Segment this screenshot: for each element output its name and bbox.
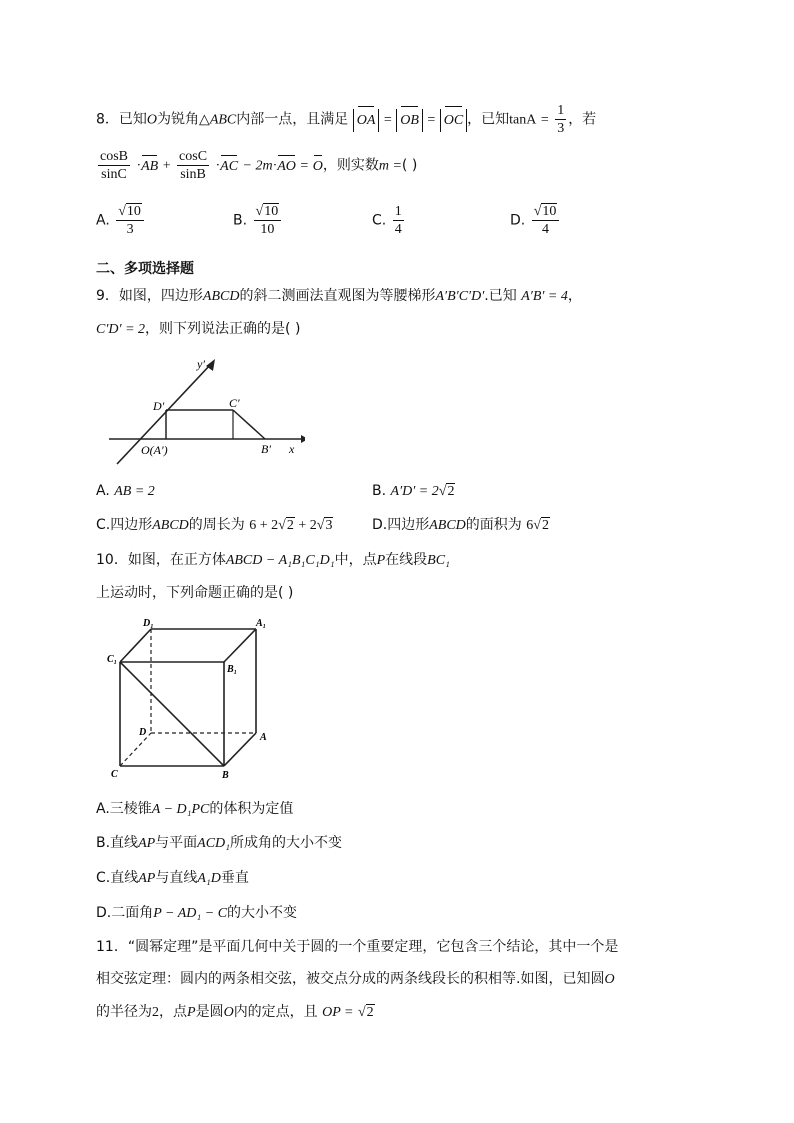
label-c: C′: [229, 396, 240, 410]
q9-option-d[interactable]: D.四边形ABCD的面积为 6√2: [372, 517, 549, 533]
edge-ba: [224, 733, 256, 766]
label-d1: D₁: [143, 618, 154, 629]
fraction-cosC-sinB: $\frac{\cos C}{\sin B}$: [179, 149, 208, 182]
q10-option-b[interactable]: B.直线AP与平面ACD₁所成角的大小不变: [96, 835, 343, 851]
q10-option-d[interactable]: D.二面角P − AD₁ − C的大小不变: [96, 905, 298, 921]
q8-option-b[interactable]: B. $\frac{√10}{10}$: [233, 203, 283, 238]
abs-ob: OB: [396, 109, 423, 132]
q9-option-c[interactable]: C.四边形ABCD的周长为 6 + 2√2 + 2√3: [96, 517, 333, 533]
fraction-option-a: $\frac{√10}{3}$: [116, 203, 144, 238]
fraction-option-d: $\frac{√10}{4}$: [532, 203, 560, 238]
fraction-option-c: $\frac{1}{4}$: [394, 204, 402, 237]
trapezoid-right-slant: [233, 410, 265, 439]
q8-line1: 8．已知O为锐角△ABC内部一点，且满足 OA = OB = OC ，已知tanA = $\frac{1}{3}$ ，若: [96, 103, 597, 136]
label-o: O(A′): [141, 443, 168, 457]
q10-cube-figure: [104, 615, 284, 785]
q10-option-c[interactable]: C.直线AP与直线A₁D垂直: [96, 870, 249, 886]
q9-option-b[interactable]: B. A′D′ = 2√2: [372, 483, 455, 499]
label-a: A: [260, 732, 267, 743]
label-b: B′: [261, 442, 271, 456]
x-axis-arrow: [301, 435, 305, 443]
label-a1: A₁: [256, 618, 267, 629]
q9-line2: C′D′ = 2，则下列说法正确的是( ): [96, 321, 301, 337]
q8-line2: $\frac{\cos B}{\sin C}$ ·AB + $\frac{\cos C}{\sin B}$ ·AC − 2m·AO = O，则实数m =( ): [100, 149, 418, 182]
fraction-option-b: $\frac{√10}{10}$: [254, 203, 282, 238]
hidden-edge-cd: [120, 733, 151, 766]
label-x: x: [289, 442, 295, 456]
q10-line2: 上运动时，下列命题正确的是( ): [96, 585, 294, 601]
label-b1: B₁: [227, 664, 238, 675]
q8-option-a[interactable]: A. $\frac{√10}{3}$: [96, 203, 146, 238]
q8-option-c[interactable]: C. $\frac{1}{4}$: [372, 204, 402, 237]
fraction-cosB-sinC: $\frac{\cos B}{\sin C}$: [100, 149, 128, 182]
q10-option-a[interactable]: A.三棱锥A − D₁PC的体积为定值: [96, 801, 294, 817]
label-d: D: [139, 727, 147, 738]
q9-option-a[interactable]: A. AB = 2: [96, 483, 155, 499]
label-c: C: [111, 769, 118, 780]
q11-line1: 11．“圆幂定理”是平面几何中关于圆的一个重要定理，它包含三个结论，其中一个是: [96, 939, 619, 955]
diagonal-c1b: [120, 662, 224, 766]
fraction-tan: $\frac{1}{3}$: [557, 103, 565, 136]
abs-oc: OC: [440, 109, 467, 132]
q11-line3: 的半径为2，点P是圆O内的定点，且 OP = √2: [96, 1004, 374, 1020]
q8-option-d[interactable]: D. $\frac{√10}{4}$: [510, 203, 561, 238]
q9-figure: [105, 352, 305, 472]
q10-line1: 10．如图，在正方体ABCD − A₁B₁C₁D₁中，点P在线段BC₁: [96, 552, 450, 568]
edge-c1d1: [120, 629, 151, 662]
label-c1: C₁: [107, 654, 118, 665]
label-d: D′: [153, 399, 165, 413]
label-b: B: [222, 770, 229, 781]
q9-line1: 9．如图，四边形ABCD的斜二测画法直观图为等腰梯形A′B′C′D′.已知 A′B′ = 4，: [96, 288, 582, 304]
q11-line2: 相交弦定理：圆内的两条相交弦，被交点分成的两条线段长的积相等.如图，已知圆O: [96, 971, 615, 987]
abs-oa: OA: [353, 109, 380, 132]
label-y: y′: [197, 357, 205, 371]
edge-b1a1: [224, 629, 256, 662]
section-heading: 二、多项选择题: [96, 261, 194, 277]
y-axis-arrow: [206, 359, 215, 371]
